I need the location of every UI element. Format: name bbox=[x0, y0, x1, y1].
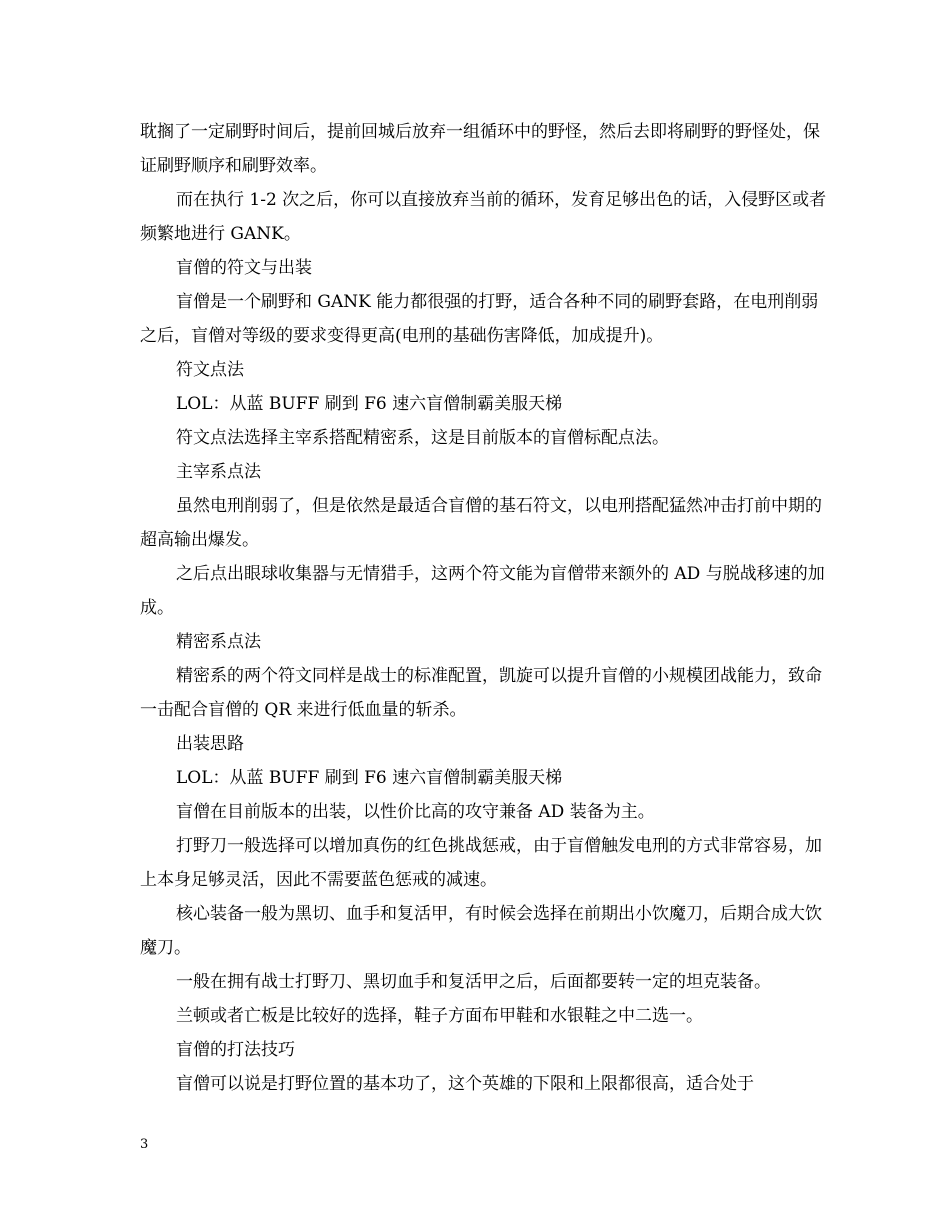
paragraph: 精密系的两个符文同样是战士的标准配置，凯旋可以提升盲僧的小规模团战能力，致命一击配合盲僧的 QR 来进行低血量的斩杀。 bbox=[140, 666, 822, 720]
section-heading: 精密系点法 bbox=[176, 632, 261, 652]
section-heading: 出装思路 bbox=[176, 734, 244, 754]
section-heading: 盲僧的符文与出装 bbox=[176, 258, 312, 278]
paragraph: 一般在拥有战士打野刀、黑切血手和复活甲之后，后面都要转一定的坦克装备。 bbox=[176, 972, 771, 992]
document-body bbox=[140, 115, 830, 1101]
paragraph: 虽然电刑削弱了，但是依然是最适合盲僧的基石符文，以电刑搭配猛然冲击打前中期的超高输出爆发。 bbox=[140, 496, 822, 550]
paragraph: 而在执行 1-2 次之后，你可以直接放弃当前的循环，发育足够出色的话，入侵野区或者频繁地进行 GANK。 bbox=[140, 190, 827, 244]
paragraph: 之后点出眼球收集器与无情猎手，这两个符文能为盲僧带来额外的 AD 与脱战移速的加成。 bbox=[140, 564, 825, 618]
section-heading: 符文点法 bbox=[176, 360, 244, 380]
paragraph: 打野刀一般选择可以增加真伤的红色挑战惩戒，由于盲僧触发电刑的方式非常容易，加上本身足够灵活，因此不需要蓝色惩戒的减速。 bbox=[140, 836, 822, 890]
paragraph: 核心装备一般为黑切、血手和复活甲，有时候会选择在前期出小饮魔刀，后期合成大饮魔刀。 bbox=[140, 904, 822, 958]
page-number: 3 bbox=[140, 1137, 149, 1152]
paragraph: LOL：从蓝 BUFF 刷到 F6 速六盲僧制霸美服天梯 bbox=[176, 394, 563, 414]
section-heading: 主宰系点法 bbox=[176, 462, 261, 482]
paragraph: 盲僧可以说是打野位置的基本功了，这个英雄的下限和上限都很高，适合处于 bbox=[176, 1074, 754, 1094]
paragraph: 盲僧是一个刷野和 GANK 能力都很强的打野，适合各种不同的刷野套路，在电刑削弱之后，盲僧对等级的要求变得更高(电刑的基础伤害降低，加成提升)。 bbox=[140, 292, 819, 346]
paragraph: 兰顿或者亡板是比较好的选择，鞋子方面布甲鞋和水银鞋之中二选一。 bbox=[176, 1006, 703, 1026]
paragraph: 盲僧在目前版本的出装，以性价比高的攻守兼备 AD 装备为主。 bbox=[176, 802, 655, 822]
paragraph: 符文点法选择主宰系搭配精密系，这是目前版本的盲僧标配点法。 bbox=[176, 428, 669, 448]
paragraph: 耽搁了一定刷野时间后，提前回城后放弃一组循环中的野怪，然后去即将刷野的野怪处，保证刷野顺序和刷野效率。 bbox=[140, 122, 820, 176]
paragraph: LOL：从蓝 BUFF 刷到 F6 速六盲僧制霸美服天梯 bbox=[176, 768, 563, 788]
section-heading: 盲僧的打法技巧 bbox=[176, 1040, 295, 1060]
